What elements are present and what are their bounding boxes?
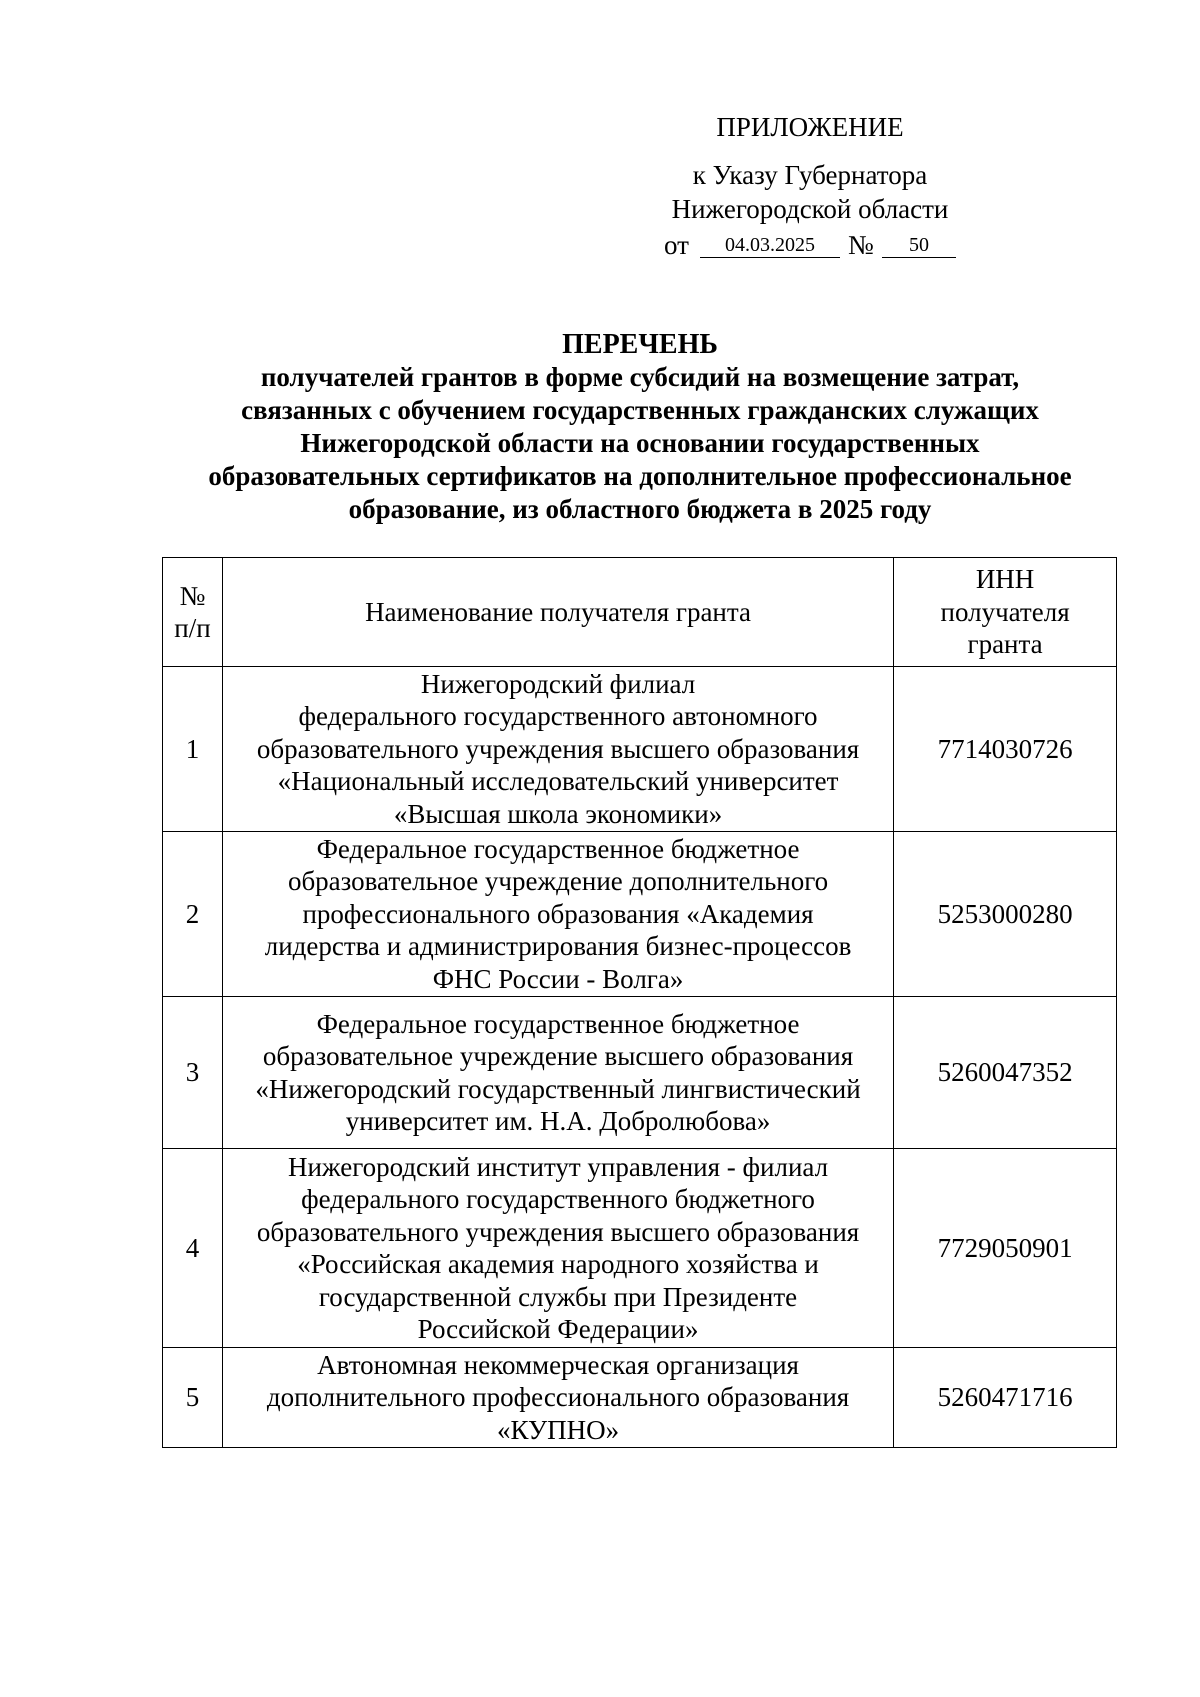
appendix-line-2: Нижегородской области: [671, 194, 949, 224]
header-text: №: [179, 580, 206, 611]
recipient-inn: 7714030726: [894, 667, 1117, 832]
recipients-table: [162, 557, 1117, 1448]
recipient-name-line: образовательное учреждение высшего образования: [262, 1041, 854, 1071]
row-number: 1: [163, 667, 223, 832]
recipient-name-line: «КУПНО»: [496, 1414, 620, 1445]
recipient-name-line: дополнительного профессионального образования: [266, 1382, 850, 1413]
subtitle-line: Нижегородской области на основании государственных: [300, 428, 980, 458]
header-text: Наименование получателя гранта: [365, 596, 751, 627]
recipient-inn: 7729050901: [894, 1149, 1117, 1348]
subtitle-line: образование, из областного бюджета в 2025 году: [348, 494, 932, 524]
document-heading: [160, 328, 1120, 526]
recipient-name: [222, 1149, 893, 1348]
table-row: [163, 1348, 1117, 1448]
date-prefix: от: [664, 230, 689, 260]
recipient-name: [222, 667, 893, 832]
table-header-row: [163, 558, 1117, 667]
row-number: 4: [163, 1149, 223, 1348]
document-title: ПЕРЕЧЕНЬ: [562, 329, 718, 360]
subtitle-line: связанных с обучением государственных гражданских служащих: [241, 395, 1039, 425]
recipient-name-line: профессионального образования «Академия: [302, 898, 814, 929]
recipient-name-line: «Нижегородский государственный лингвистический: [255, 1073, 861, 1104]
table-row: [163, 1149, 1117, 1348]
recipient-name-line: «Национальный исследовательский университет: [277, 766, 839, 797]
decree-date: 04.03.2025: [700, 233, 840, 258]
appendix-title: ПРИЛОЖЕНИЕ: [716, 112, 904, 142]
decree-number: 50: [882, 233, 956, 258]
header-num: [163, 558, 223, 667]
recipient-name-line: Нижегородский филиал: [420, 668, 696, 699]
recipient-name-line: Российской Федерации»: [417, 1314, 699, 1344]
recipient-name-line: «Высшая школа экономики»: [393, 798, 723, 829]
recipient-name: [222, 1348, 893, 1448]
recipient-name-line: образовательного учреждения высшего образования: [256, 1216, 860, 1247]
recipient-name-line: ФНС России - Волга»: [432, 963, 684, 994]
recipient-name-line: образовательное учреждение дополнительного: [287, 866, 829, 897]
row-number: 2: [163, 832, 223, 997]
row-number: 5: [163, 1348, 223, 1448]
table-row: [163, 667, 1117, 832]
recipient-name-line: образовательного учреждения высшего образования: [256, 733, 860, 764]
appendix-line-1: к Указу Губернатора: [692, 160, 928, 190]
recipient-inn: 5253000280: [894, 832, 1117, 997]
recipient-name-line: федерального государственного автономного: [298, 701, 818, 732]
recipient-name-line: Автономная некоммерческая организация: [317, 1349, 799, 1380]
header-text: получателя: [940, 596, 1070, 627]
recipient-name-line: лидерства и администрирования бизнес-процессов: [264, 931, 852, 962]
recipient-name-line: «Российская академия народного хозяйства и: [297, 1249, 819, 1279]
table-row: [163, 832, 1117, 997]
recipient-inn: 5260047352: [894, 997, 1117, 1149]
header-name: [222, 558, 893, 667]
recipient-name-line: Федеральное государственное бюджетное: [316, 1008, 800, 1039]
header-text: ИНН: [975, 564, 1035, 595]
header-inn: [894, 558, 1117, 667]
recipient-name-line: Нижегородский институт управления - филиал: [287, 1151, 829, 1182]
header-text: п/п: [174, 613, 211, 643]
number-sign: №: [848, 230, 874, 260]
subtitle-line: образовательных сертификатов на дополнительное профессиональное: [208, 461, 1072, 491]
subtitle-line: получателей грантов в форме субсидий на возмещение затрат,: [260, 362, 1020, 392]
document-subtitle: [160, 361, 1120, 526]
recipient-name-line: государственной службы при Президенте: [318, 1281, 798, 1312]
table-row: [163, 997, 1117, 1149]
recipient-name-line: университет им. Н.А. Добролюбова»: [345, 1106, 771, 1136]
recipient-name: [222, 997, 893, 1149]
appendix-block: [600, 110, 1020, 262]
decree-date-row: [600, 226, 1020, 262]
recipient-inn: 5260471716: [894, 1348, 1117, 1448]
header-text: гранта: [967, 629, 1043, 660]
row-number: 3: [163, 997, 223, 1149]
recipient-name-line: Федеральное государственное бюджетное: [316, 833, 800, 864]
recipient-name-line: федерального государственного бюджетного: [301, 1184, 815, 1214]
recipient-name: [222, 832, 893, 997]
